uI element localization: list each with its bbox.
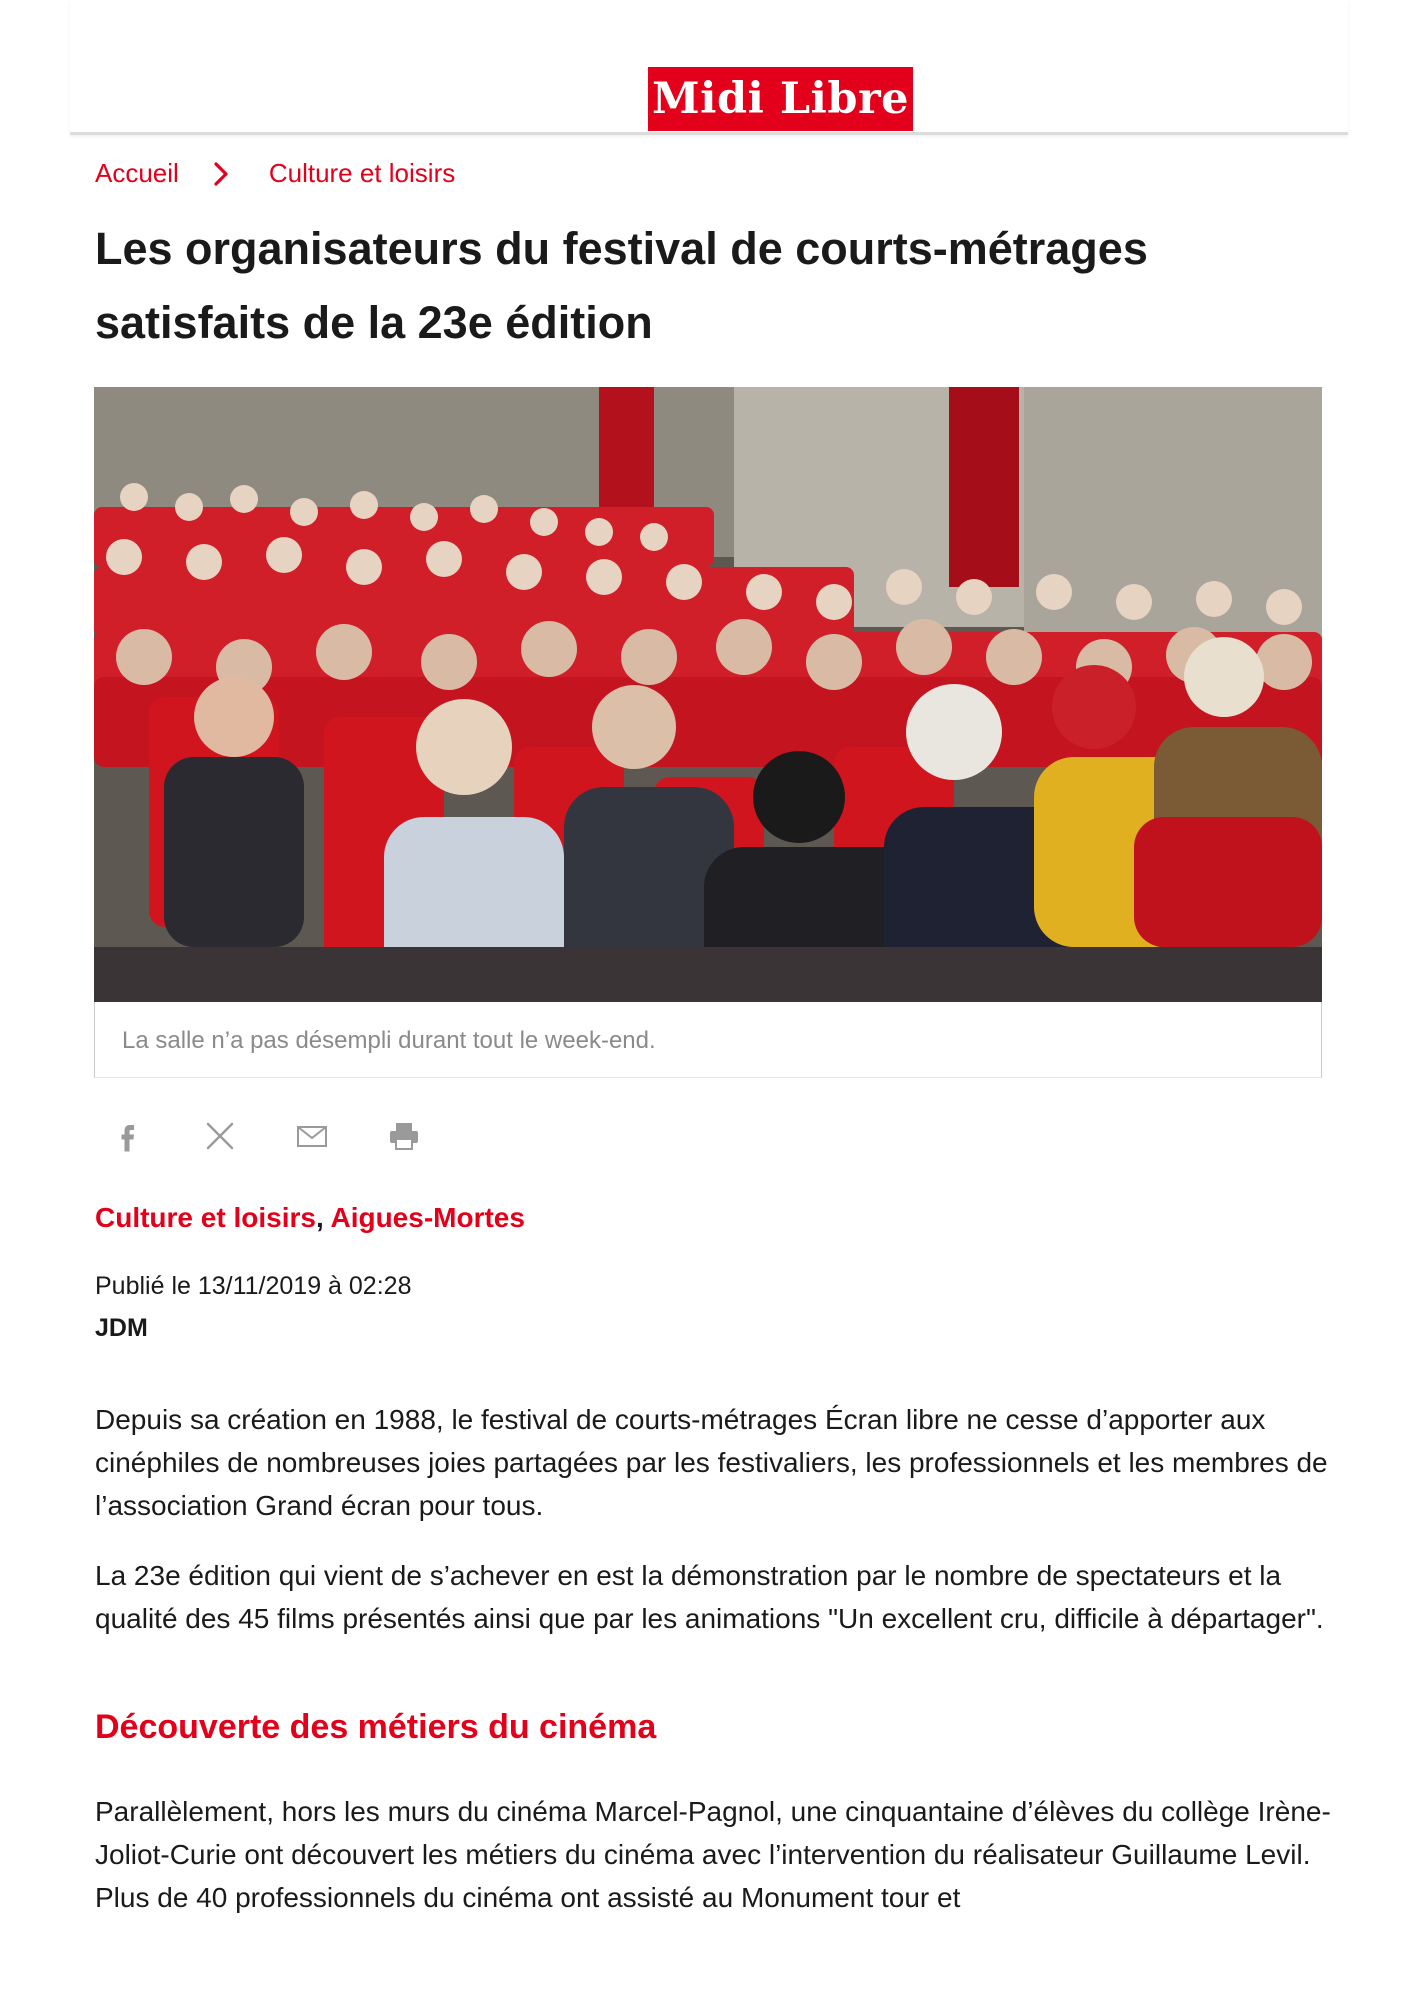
author-name: JDM [95, 1314, 148, 1342]
print-icon[interactable] [386, 1118, 422, 1154]
article-photo [94, 387, 1322, 1002]
x-icon[interactable] [202, 1118, 238, 1154]
tag-aigues-mortes-link[interactable]: Aigues-Mortes [330, 1202, 525, 1233]
midi-libre-logo[interactable]: Midi Libre [648, 67, 913, 131]
article-paragraph: Parallèlement, hors les murs du cinéma Marcel-Pagnol, une cinquantaine d’élèves du collège Irène-Joliot-Curie ont découvert les métiers du cinéma avec l’intervention du réalisateur Guillaume Levil. Plus de 40 professionnels du cinéma ont assisté au Monument tour et [95, 1796, 1331, 1913]
photo-caption: La salle n’a pas désempli durant tout le week-end. [94, 1002, 1322, 1078]
site-header [70, 0, 1348, 135]
article-title: Les organisateurs du festival de courts-métrages satisfaits de la 23e édition [95, 223, 1148, 348]
tag-culture-link[interactable]: Culture et loisirs [95, 1202, 316, 1233]
breadcrumb [95, 158, 455, 189]
breadcrumb-section-link[interactable]: Culture et loisirs [268, 158, 456, 188]
mail-icon[interactable] [294, 1118, 330, 1154]
breadcrumb-home-link[interactable]: Accueil [95, 158, 179, 188]
tag-separator: , [315, 1202, 331, 1233]
article-subheading: Découverte des métiers du cinéma [95, 1708, 657, 1746]
article-paragraph: Depuis sa création en 1988, le festival de courts-métrages Écran libre ne cesse d’apporter aux cinéphiles de nombreuses joies partagées par les festivaliers, les professionnels et les membres de l’association Grand écran pour tous. [95, 1404, 1328, 1521]
share-bar [110, 1118, 422, 1154]
facebook-icon[interactable] [110, 1118, 146, 1154]
chevron-right-icon [207, 160, 235, 188]
article-tags [95, 1202, 525, 1234]
published-date: Publié le 13/11/2019 à 02:28 [95, 1272, 412, 1300]
article-paragraph: La 23e édition qui vient de s’achever en est la démonstration par le nombre de spectateurs et la qualité des 45 films présentés ainsi que par les animations "Un excellent cru, difficile à départager". [95, 1560, 1324, 1634]
